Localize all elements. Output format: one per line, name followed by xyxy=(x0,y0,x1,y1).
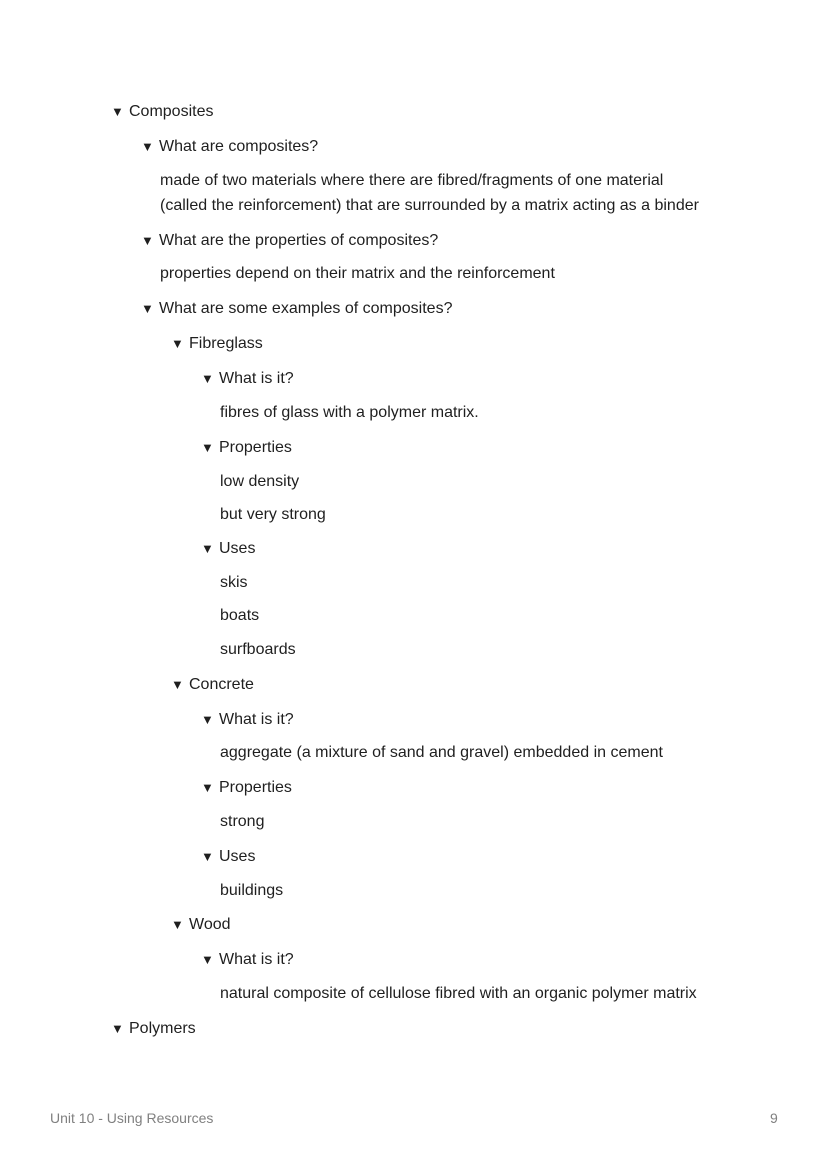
triangle-down-icon[interactable]: ▼ xyxy=(201,371,214,386)
toggle-label: What is it? xyxy=(219,370,294,387)
paragraph-line: properties depend on their matrix and the reinforcement xyxy=(160,265,555,282)
toggle-wood-what-is-it[interactable] xyxy=(201,950,294,970)
toggle-label: Wood xyxy=(189,916,231,933)
toggle-label: What are composites? xyxy=(159,138,319,155)
paragraph-line: fibres of glass with a polymer matrix. xyxy=(220,404,479,421)
paragraph-line: made of two materials where there are fibred/fragments of one material xyxy=(160,172,664,189)
triangle-down-icon[interactable]: ▼ xyxy=(201,541,214,556)
toggle-label: Polymers xyxy=(129,1020,196,1037)
paragraph-line: but very strong xyxy=(220,506,326,523)
toggle-label: Properties xyxy=(219,779,292,796)
toggle-what-are-composites[interactable] xyxy=(141,137,318,157)
triangle-down-icon[interactable]: ▼ xyxy=(141,139,154,154)
paragraph-line: boats xyxy=(220,607,260,624)
paragraph-line: (called the reinforcement) that are surrounded by a matrix acting as a binder xyxy=(160,197,699,214)
footer-title: Unit 10 - Using Resources xyxy=(50,1110,214,1126)
toggle-label: Composites xyxy=(129,103,214,120)
triangle-down-icon[interactable]: ▼ xyxy=(141,301,154,316)
toggle-composites[interactable] xyxy=(111,102,213,122)
triangle-down-icon[interactable]: ▼ xyxy=(201,849,214,864)
toggle-label: Fibreglass xyxy=(189,335,263,352)
toggle-wood[interactable] xyxy=(171,915,231,935)
triangle-down-icon[interactable]: ▼ xyxy=(201,952,214,967)
triangle-down-icon[interactable]: ▼ xyxy=(171,917,184,932)
triangle-down-icon[interactable]: ▼ xyxy=(171,336,184,351)
toggle-polymers[interactable] xyxy=(111,1019,196,1039)
toggle-concrete-uses[interactable] xyxy=(201,847,255,867)
toggle-fibreglass-what-is-it[interactable] xyxy=(201,369,294,389)
toggle-concrete-what-is-it[interactable] xyxy=(201,710,294,730)
toggle-label: Properties xyxy=(219,439,292,456)
triangle-down-icon[interactable]: ▼ xyxy=(111,104,124,119)
triangle-down-icon[interactable]: ▼ xyxy=(201,712,214,727)
triangle-down-icon[interactable]: ▼ xyxy=(111,1021,124,1036)
paragraph-line: strong xyxy=(220,813,265,830)
toggle-examples-of-composites[interactable] xyxy=(141,299,452,319)
paragraph-line: low density xyxy=(220,473,300,490)
paragraph-line: aggregate (a mixture of sand and gravel) embedded in cement xyxy=(220,744,663,761)
paragraph-line: surfboards xyxy=(220,641,296,658)
toggle-fibreglass[interactable] xyxy=(171,334,263,354)
toggle-fibreglass-uses[interactable] xyxy=(201,539,255,559)
paragraph-line: natural composite of cellulose fibred with an organic polymer matrix xyxy=(220,985,697,1002)
toggle-label: What is it? xyxy=(219,951,294,968)
triangle-down-icon[interactable]: ▼ xyxy=(141,233,154,248)
toggle-label: Uses xyxy=(219,848,256,865)
triangle-down-icon[interactable]: ▼ xyxy=(201,780,214,795)
toggle-label: Concrete xyxy=(189,676,254,693)
paragraph-line: buildings xyxy=(220,882,284,899)
paragraph-line: skis xyxy=(220,574,248,591)
toggle-concrete-properties[interactable] xyxy=(201,778,292,798)
toggle-label: What are some examples of composites? xyxy=(159,300,453,317)
toggle-label: Uses xyxy=(219,540,256,557)
triangle-down-icon[interactable]: ▼ xyxy=(201,440,214,455)
page-number: 9 xyxy=(770,1110,778,1126)
toggle-label: What are the properties of composites? xyxy=(159,232,439,249)
toggle-concrete[interactable] xyxy=(171,675,254,695)
toggle-fibreglass-properties[interactable] xyxy=(201,438,292,458)
toggle-properties-of-composites[interactable] xyxy=(141,231,438,251)
toggle-label: What is it? xyxy=(219,711,294,728)
triangle-down-icon[interactable]: ▼ xyxy=(171,677,184,692)
